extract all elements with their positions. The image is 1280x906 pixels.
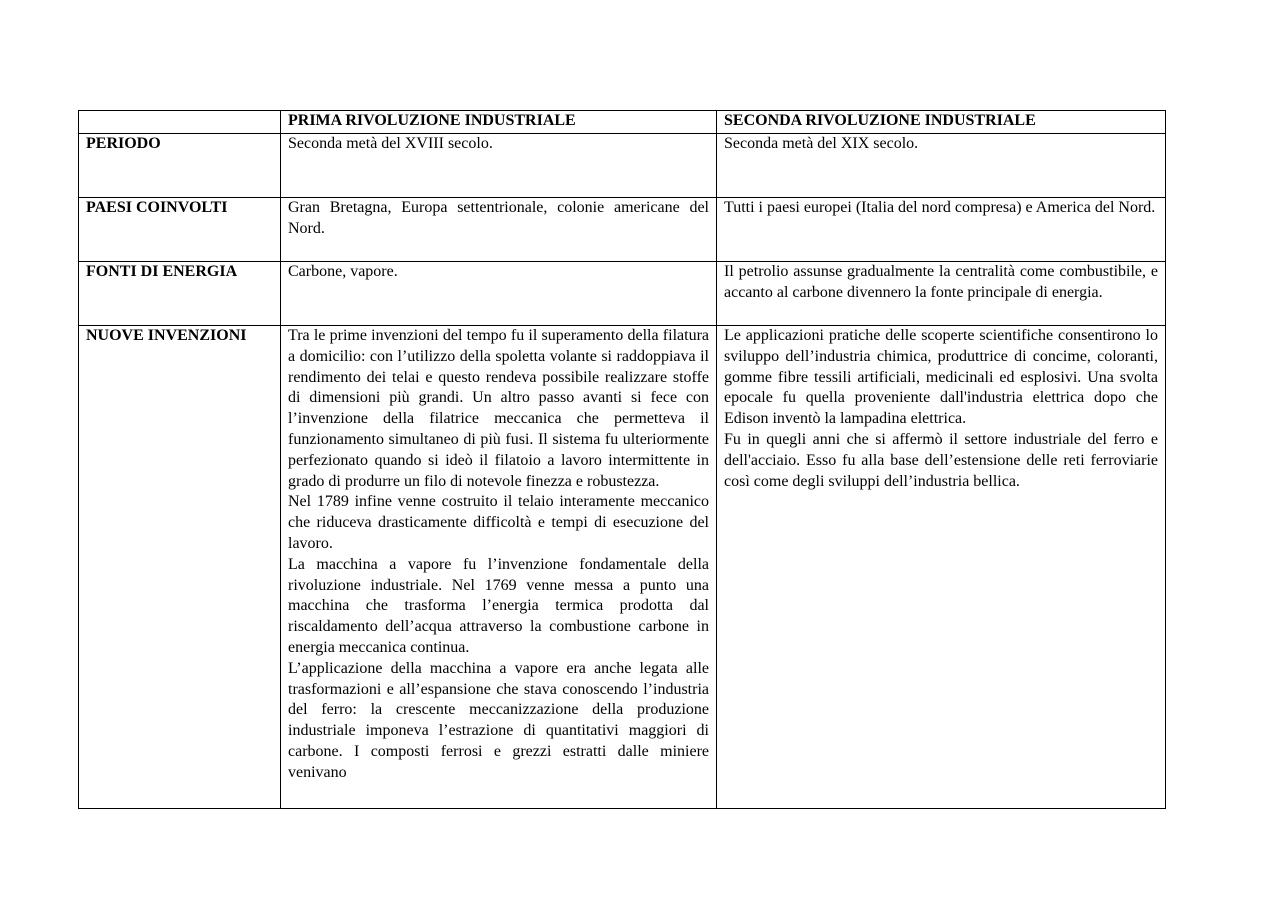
cell-energy-second: [717, 262, 1166, 326]
row-label-period: PERIODO: [79, 134, 281, 198]
cell-countries-second: [717, 198, 1166, 262]
cell-inventions-first-content: [288, 326, 709, 808]
cell-countries-first-text: Gran Bretagna, Europa settentrionale, colonie americane del Nord.: [288, 199, 709, 237]
cell-inventions-second: [717, 326, 1166, 809]
cell-period-second-text: Seconda metà del XIX secolo.: [724, 135, 919, 152]
cell-countries-second-text: Tutti i paesi europei (Italia del nord compresa) e America del Nord.: [724, 199, 1156, 216]
table-row-period: [79, 134, 1166, 198]
cell-energy-first-text: Carbone, vapore.: [288, 263, 398, 280]
table-row-inventions: [79, 326, 1166, 809]
header-first-revolution: PRIMA RIVOLUZIONE INDUSTRIALE: [281, 111, 717, 134]
inventions-first-paragraph: L’applicazione della macchina a vapore era anche legata alle trasformazioni e all’espansione che stava conoscendo l’industria del ferro: la crescente meccanizzazione della produzione industriale imponeva l’estrazione di quantitativi maggiori di carbone. I composti ferrosi e grezzi estratti dalle miniere venivano: [288, 659, 709, 781]
inventions-first-paragraph: Nel 1789 infine venne costruito il telaio interamente meccanico che riduceva drasticamente difficoltà e tempi di esecuzione del lavoro.: [288, 493, 709, 552]
cell-period-second: [717, 134, 1166, 198]
row-label-inventions: NUOVE INVENZIONI: [79, 326, 281, 809]
cell-energy-first: [281, 262, 717, 326]
inventions-second-paragraph: Le applicazioni pratiche delle scoperte scientifiche consentirono lo sviluppo dell’industria chimica, produttrice di concime, coloranti, gomme fibre tessili artificiali, medicinali ed esplosivi. Una svolta epocale fu quella proveniente dall'industria elettrica dopo che Edison inventò la lampadina elettrica.: [724, 327, 1158, 428]
comparison-table: [78, 110, 1166, 809]
header-second-revolution: SECONDA RIVOLUZIONE INDUSTRIALE: [717, 111, 1166, 134]
inventions-first-paragraph: Tra le prime invenzioni del tempo fu il superamento della filatura a domicilio: con l’utilizzo della spoletta volante si raddoppiava il rendimento dei telai e questo rendeva possibile realizzare stoffe di dimensioni più grandi. Un altro passo avanti si fece con l’invenzione della filatrice meccanica che permetteva il funzionamento simultaneo di più fusi. Il sistema fu ulteriormente perfezionato quando si ideò il filatoio a lavoro intermittente in grado di produrre un filo di notevole finezza e robustezza.: [288, 327, 709, 490]
cell-inventions-first: [281, 326, 717, 809]
cell-energy-second-text: Il petrolio assunse gradualmente la centralità come combustibile, e accanto al carbone divennero la fonte principale di energia.: [724, 263, 1158, 301]
cell-period-first-text: Seconda metà del XVIII secolo.: [288, 135, 493, 152]
header-corner-cell: [79, 111, 281, 134]
row-label-countries: PAESI COINVOLTI: [79, 198, 281, 262]
header-row: [79, 111, 1166, 134]
cell-period-first: [281, 134, 717, 198]
table-row-countries: [79, 198, 1166, 262]
inventions-second-paragraph: Fu in quegli anni che si affermò il settore industriale del ferro e dell'acciaio. Esso fu alla base dell’estensione delle reti ferroviarie così come degli sviluppi dell’industria bellica.: [724, 430, 1158, 490]
inventions-first-paragraph: La macchina a vapore fu l’invenzione fondamentale della rivoluzione industriale. Nel 1769 venne messa a punto una macchina che trasforma l’energia termica prodotta dal riscaldamento dell’acqua attraverso la combustione carbone in energia meccanica continua.: [288, 555, 709, 656]
row-label-energy: FONTI DI ENERGIA: [79, 262, 281, 326]
table-row-energy: [79, 262, 1166, 326]
cell-countries-first: [281, 198, 717, 262]
